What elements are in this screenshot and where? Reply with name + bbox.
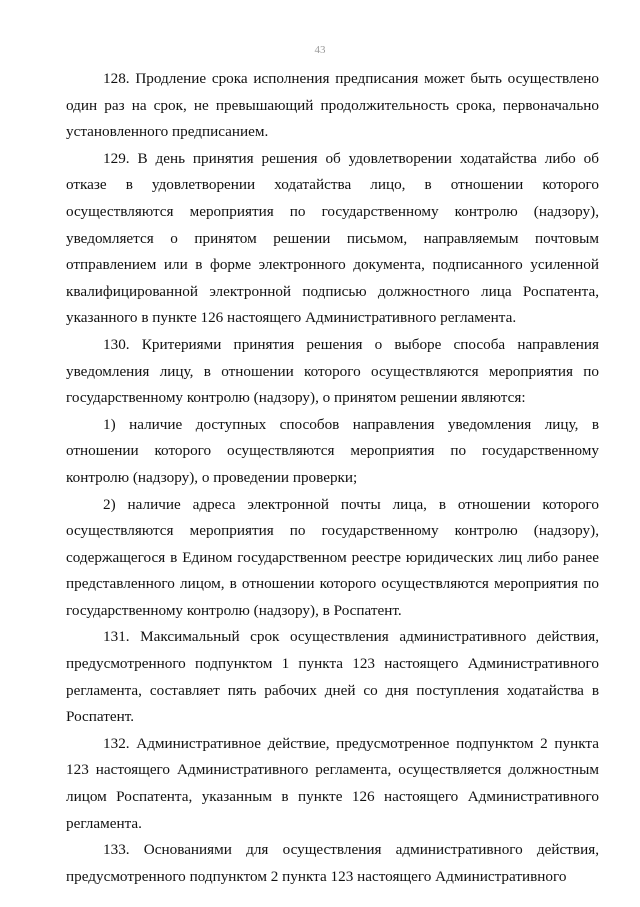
page-number: 43 bbox=[314, 44, 326, 56]
paragraph-133: 133. Основаниями для осуществления административного действия, предусмотренного подпунктом 2 пункта 123 настоящего Административного bbox=[66, 841, 599, 885]
paragraph-132: 132. Административное действие, предусмотренное подпунктом 2 пункта 123 настоящего Административного регламента, осуществляется должностным лицом Роспатента, указанным в пункте 126 настоящего Административного регламента. bbox=[66, 734, 599, 832]
document-body bbox=[66, 66, 599, 890]
paragraph-131: 131. Максимальный срок осуществления административного действия, предусмотренного подпунктом 1 пункта 123 настоящего Административного регламента, составляет пять рабочих дней со дня поступления ходатайства в Роспатент. bbox=[66, 628, 599, 726]
paragraph-128: 128. Продление срока исполнения предписания может быть осуществлено один раз на срок, не превышающий продолжительность срока, первоначально установленного предписанием. bbox=[66, 70, 599, 141]
paragraph-129: 129. В день принятия решения об удовлетворении ходатайства либо об отказе в удовлетворении ходатайства лицо, в отношении которого осуществляются мероприятия по государственному контролю (надзору), уведомляется о принятом решении письмом, направляемым почтовым отправлением или в форме электронного документа, подписанного усиленной квалифицированной электронной подписью должностного лица Роспатента, указанного в пункте 126 настоящего Административного регламента. bbox=[66, 149, 599, 327]
paragraph-130-item-1: 1) наличие доступных способов направления уведомления лицу, в отношении которого осуществляются мероприятия по государственному контролю (надзору), о проведении проверки; bbox=[66, 415, 599, 486]
paragraph-130-item-2: 2) наличие адреса электронной почты лица, в отношении которого осуществляются мероприятия по государственному контролю (надзору), содержащегося в Едином государственном реестре юридических лиц либо ранее представленного лицом, в отношении которого осуществляются мероприятия по государственному контролю (надзору), в Роспатент. bbox=[66, 495, 599, 619]
paragraph-130: 130. Критериями принятия решения о выборе способа направления уведомления лицу, в отношении которого осуществляются мероприятия по государственному контролю (надзору), о принятом решении являются: bbox=[66, 335, 599, 407]
